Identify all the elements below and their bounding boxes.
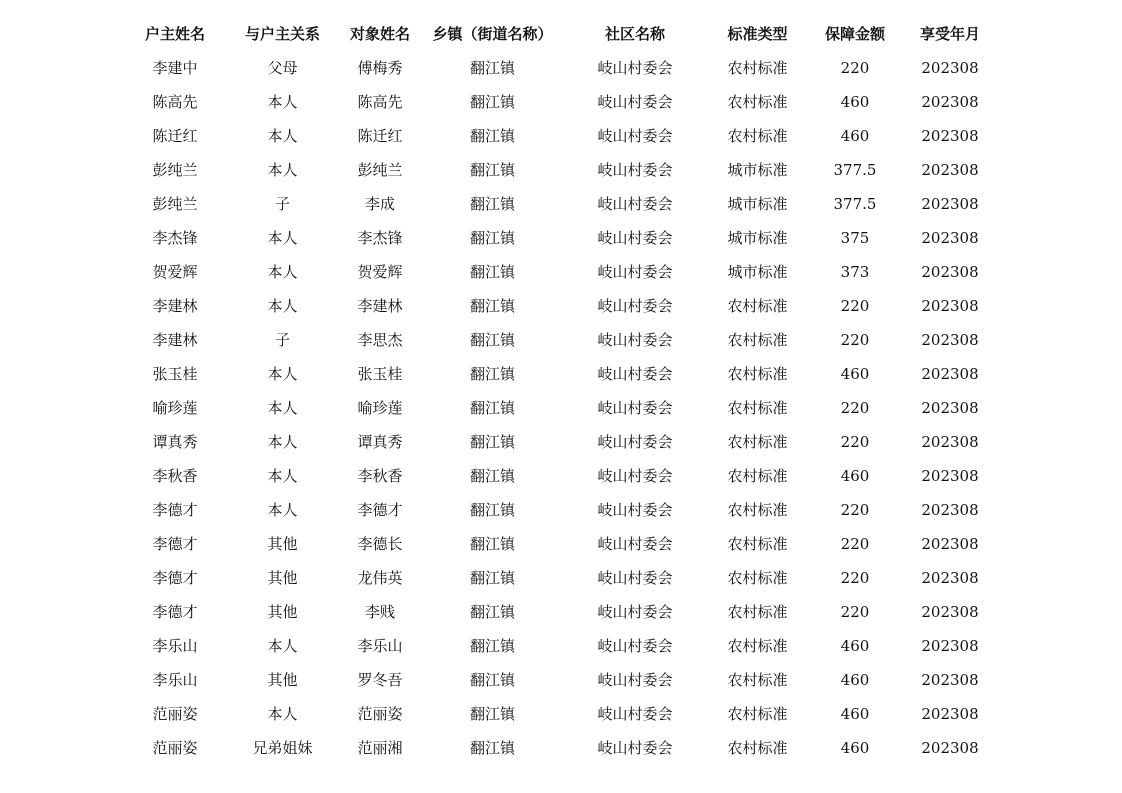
cell-township: 翻江镇 [469, 399, 515, 417]
cell-amount: 377.5 [833, 161, 877, 179]
cell-community: 岐山村委会 [597, 93, 673, 111]
cell-standard-type: 农村标准 [727, 569, 788, 587]
cell-recipient-name: 陈迁红 [357, 127, 403, 145]
cell-standard-type: 城市标准 [727, 161, 788, 179]
cell-amount: 220 [840, 535, 870, 553]
cell-community: 岐山村委会 [597, 127, 673, 145]
cell-relation: 本人 [267, 127, 298, 145]
cell-month: 202308 [921, 535, 979, 553]
cell-householder-name: 范丽姿 [152, 739, 198, 757]
cell-householder-name: 贺爱辉 [152, 263, 198, 281]
cell-householder-name: 李建中 [152, 59, 198, 77]
cell-township: 翻江镇 [469, 739, 515, 757]
cell-amount: 460 [840, 739, 870, 757]
cell-standard-type: 农村标准 [727, 603, 788, 621]
cell-month: 202308 [921, 501, 979, 519]
cell-township: 翻江镇 [469, 59, 515, 77]
cell-relation: 父母 [267, 59, 298, 77]
cell-recipient-name: 李贱 [364, 603, 395, 621]
cell-township: 翻江镇 [469, 331, 515, 349]
table-row [120, 493, 1020, 527]
cell-community: 岐山村委会 [597, 569, 673, 587]
header-month: 享受年月 [919, 25, 980, 43]
cell-township: 翻江镇 [469, 161, 515, 179]
cell-community: 岐山村委会 [597, 603, 673, 621]
table-row [120, 663, 1020, 697]
cell-standard-type: 城市标准 [727, 263, 788, 281]
cell-month: 202308 [921, 637, 979, 655]
cell-householder-name: 谭真秀 [152, 433, 198, 451]
cell-householder-name: 李建林 [152, 297, 198, 315]
table-header-row [120, 17, 1020, 51]
cell-community: 岐山村委会 [597, 671, 673, 689]
cell-township: 翻江镇 [469, 433, 515, 451]
cell-amount: 220 [840, 399, 870, 417]
table-row [120, 323, 1020, 357]
cell-standard-type: 农村标准 [727, 705, 788, 723]
cell-relation: 其他 [267, 569, 298, 587]
cell-community: 岐山村委会 [597, 331, 673, 349]
cell-relation: 本人 [267, 93, 298, 111]
cell-householder-name: 陈高先 [152, 93, 198, 111]
cell-amount: 220 [840, 569, 870, 587]
cell-standard-type: 农村标准 [727, 637, 788, 655]
cell-recipient-name: 罗冬吾 [357, 671, 403, 689]
cell-relation: 其他 [267, 603, 298, 621]
cell-relation: 本人 [267, 229, 298, 247]
cell-amount: 460 [840, 705, 870, 723]
cell-recipient-name: 喻珍莲 [357, 399, 403, 417]
cell-month: 202308 [921, 705, 979, 723]
cell-standard-type: 农村标准 [727, 467, 788, 485]
cell-standard-type: 农村标准 [727, 331, 788, 349]
cell-month: 202308 [921, 263, 979, 281]
header-standard-type: 标准类型 [727, 25, 788, 43]
cell-amount: 220 [840, 603, 870, 621]
cell-standard-type: 农村标准 [727, 59, 788, 77]
cell-township: 翻江镇 [469, 229, 515, 247]
cell-month: 202308 [921, 93, 979, 111]
table-row [120, 595, 1020, 629]
cell-relation: 其他 [267, 535, 298, 553]
cell-relation: 本人 [267, 501, 298, 519]
cell-community: 岐山村委会 [597, 399, 673, 417]
cell-recipient-name: 龙伟英 [357, 569, 403, 587]
cell-householder-name: 李德才 [152, 603, 198, 621]
cell-recipient-name: 李杰锋 [357, 229, 403, 247]
cell-householder-name: 李秋香 [152, 467, 198, 485]
cell-township: 翻江镇 [469, 263, 515, 281]
cell-relation: 本人 [267, 433, 298, 451]
cell-householder-name: 李德才 [152, 501, 198, 519]
header-township: 乡镇（街道名称） [432, 25, 553, 43]
cell-householder-name: 李乐山 [152, 671, 198, 689]
cell-relation: 本人 [267, 161, 298, 179]
cell-householder-name: 李乐山 [152, 637, 198, 655]
cell-amount: 220 [840, 59, 870, 77]
cell-township: 翻江镇 [469, 467, 515, 485]
cell-householder-name: 张玉桂 [152, 365, 198, 383]
cell-month: 202308 [921, 365, 979, 383]
cell-standard-type: 农村标准 [727, 365, 788, 383]
cell-recipient-name: 陈高先 [357, 93, 403, 111]
cell-relation: 本人 [267, 467, 298, 485]
cell-community: 岐山村委会 [597, 59, 673, 77]
cell-month: 202308 [921, 671, 979, 689]
header-recipient-name: 对象姓名 [349, 25, 410, 43]
cell-recipient-name: 李秋香 [357, 467, 403, 485]
cell-recipient-name: 傅梅秀 [357, 59, 403, 77]
cell-recipient-name: 贺爱辉 [357, 263, 403, 281]
cell-recipient-name: 范丽姿 [357, 705, 403, 723]
cell-month: 202308 [921, 739, 979, 757]
cell-township: 翻江镇 [469, 297, 515, 315]
cell-amount: 460 [840, 93, 870, 111]
cell-amount: 460 [840, 671, 870, 689]
cell-amount: 460 [840, 365, 870, 383]
header-amount: 保障金额 [824, 25, 885, 43]
cell-community: 岐山村委会 [597, 297, 673, 315]
table-body [120, 51, 1020, 765]
cell-month: 202308 [921, 195, 979, 213]
cell-householder-name: 李建林 [152, 331, 198, 349]
table-row [120, 187, 1020, 221]
table-row [120, 289, 1020, 323]
cell-community: 岐山村委会 [597, 263, 673, 281]
cell-month: 202308 [921, 161, 979, 179]
cell-relation: 兄弟姐妹 [252, 739, 313, 757]
cell-township: 翻江镇 [469, 93, 515, 111]
cell-township: 翻江镇 [469, 195, 515, 213]
cell-amount: 377.5 [833, 195, 877, 213]
cell-month: 202308 [921, 297, 979, 315]
cell-householder-name: 喻珍莲 [152, 399, 198, 417]
cell-township: 翻江镇 [469, 569, 515, 587]
cell-month: 202308 [921, 229, 979, 247]
table-row [120, 119, 1020, 153]
table-row [120, 85, 1020, 119]
cell-month: 202308 [921, 331, 979, 349]
cell-relation: 其他 [267, 671, 298, 689]
cell-householder-name: 范丽姿 [152, 705, 198, 723]
table-row [120, 697, 1020, 731]
cell-community: 岐山村委会 [597, 739, 673, 757]
cell-community: 岐山村委会 [597, 195, 673, 213]
table-row [120, 51, 1020, 85]
cell-community: 岐山村委会 [597, 705, 673, 723]
cell-month: 202308 [921, 59, 979, 77]
cell-amount: 460 [840, 637, 870, 655]
cell-amount: 220 [840, 297, 870, 315]
cell-township: 翻江镇 [469, 705, 515, 723]
table-row [120, 357, 1020, 391]
cell-amount: 220 [840, 501, 870, 519]
table-row [120, 459, 1020, 493]
cell-standard-type: 农村标准 [727, 739, 788, 757]
cell-amount: 220 [840, 433, 870, 451]
cell-recipient-name: 李德才 [357, 501, 403, 519]
cell-township: 翻江镇 [469, 637, 515, 655]
cell-standard-type: 城市标准 [727, 195, 788, 213]
cell-community: 岐山村委会 [597, 365, 673, 383]
cell-recipient-name: 李德长 [357, 535, 403, 553]
cell-township: 翻江镇 [469, 365, 515, 383]
table-row [120, 255, 1020, 289]
cell-householder-name: 李杰锋 [152, 229, 198, 247]
cell-householder-name: 陈迁红 [152, 127, 198, 145]
header-relation: 与户主关系 [244, 25, 320, 43]
table-row [120, 731, 1020, 765]
cell-month: 202308 [921, 127, 979, 145]
cell-relation: 本人 [267, 263, 298, 281]
cell-township: 翻江镇 [469, 603, 515, 621]
header-community: 社区名称 [604, 25, 665, 43]
cell-month: 202308 [921, 399, 979, 417]
cell-relation: 子 [274, 195, 290, 213]
cell-community: 岐山村委会 [597, 229, 673, 247]
cell-recipient-name: 李成 [364, 195, 395, 213]
cell-recipient-name: 彭纯兰 [357, 161, 403, 179]
table-row [120, 153, 1020, 187]
cell-month: 202308 [921, 569, 979, 587]
cell-community: 岐山村委会 [597, 535, 673, 553]
cell-amount: 460 [840, 127, 870, 145]
cell-township: 翻江镇 [469, 501, 515, 519]
cell-month: 202308 [921, 433, 979, 451]
cell-standard-type: 农村标准 [727, 671, 788, 689]
table-row [120, 391, 1020, 425]
cell-township: 翻江镇 [469, 671, 515, 689]
table-row [120, 527, 1020, 561]
cell-standard-type: 城市标准 [727, 229, 788, 247]
cell-householder-name: 彭纯兰 [152, 195, 198, 213]
cell-standard-type: 农村标准 [727, 93, 788, 111]
cell-standard-type: 农村标准 [727, 535, 788, 553]
cell-relation: 本人 [267, 399, 298, 417]
cell-community: 岐山村委会 [597, 637, 673, 655]
cell-amount: 375 [840, 229, 870, 247]
table-row [120, 221, 1020, 255]
cell-township: 翻江镇 [469, 535, 515, 553]
cell-relation: 本人 [267, 297, 298, 315]
cell-community: 岐山村委会 [597, 467, 673, 485]
cell-recipient-name: 李思杰 [357, 331, 403, 349]
cell-standard-type: 农村标准 [727, 297, 788, 315]
cell-standard-type: 农村标准 [727, 127, 788, 145]
cell-householder-name: 彭纯兰 [152, 161, 198, 179]
cell-householder-name: 李德才 [152, 535, 198, 553]
cell-standard-type: 农村标准 [727, 399, 788, 417]
cell-relation: 本人 [267, 705, 298, 723]
cell-recipient-name: 谭真秀 [357, 433, 403, 451]
cell-community: 岐山村委会 [597, 161, 673, 179]
cell-relation: 本人 [267, 637, 298, 655]
cell-recipient-name: 李乐山 [357, 637, 403, 655]
header-householder-name: 户主姓名 [144, 25, 205, 43]
cell-recipient-name: 范丽湘 [357, 739, 403, 757]
cell-recipient-name: 张玉桂 [357, 365, 403, 383]
cell-relation: 本人 [267, 365, 298, 383]
cell-community: 岐山村委会 [597, 501, 673, 519]
cell-amount: 373 [840, 263, 870, 281]
cell-amount: 460 [840, 467, 870, 485]
cell-householder-name: 李德才 [152, 569, 198, 587]
cell-township: 翻江镇 [469, 127, 515, 145]
table-row [120, 561, 1020, 595]
cell-community: 岐山村委会 [597, 433, 673, 451]
cell-month: 202308 [921, 467, 979, 485]
table-row [120, 629, 1020, 663]
cell-month: 202308 [921, 603, 979, 621]
cell-amount: 220 [840, 331, 870, 349]
cell-standard-type: 农村标准 [727, 501, 788, 519]
data-table [120, 17, 1020, 765]
cell-relation: 子 [274, 331, 290, 349]
cell-standard-type: 农村标准 [727, 433, 788, 451]
table-row [120, 425, 1020, 459]
cell-recipient-name: 李建林 [357, 297, 403, 315]
